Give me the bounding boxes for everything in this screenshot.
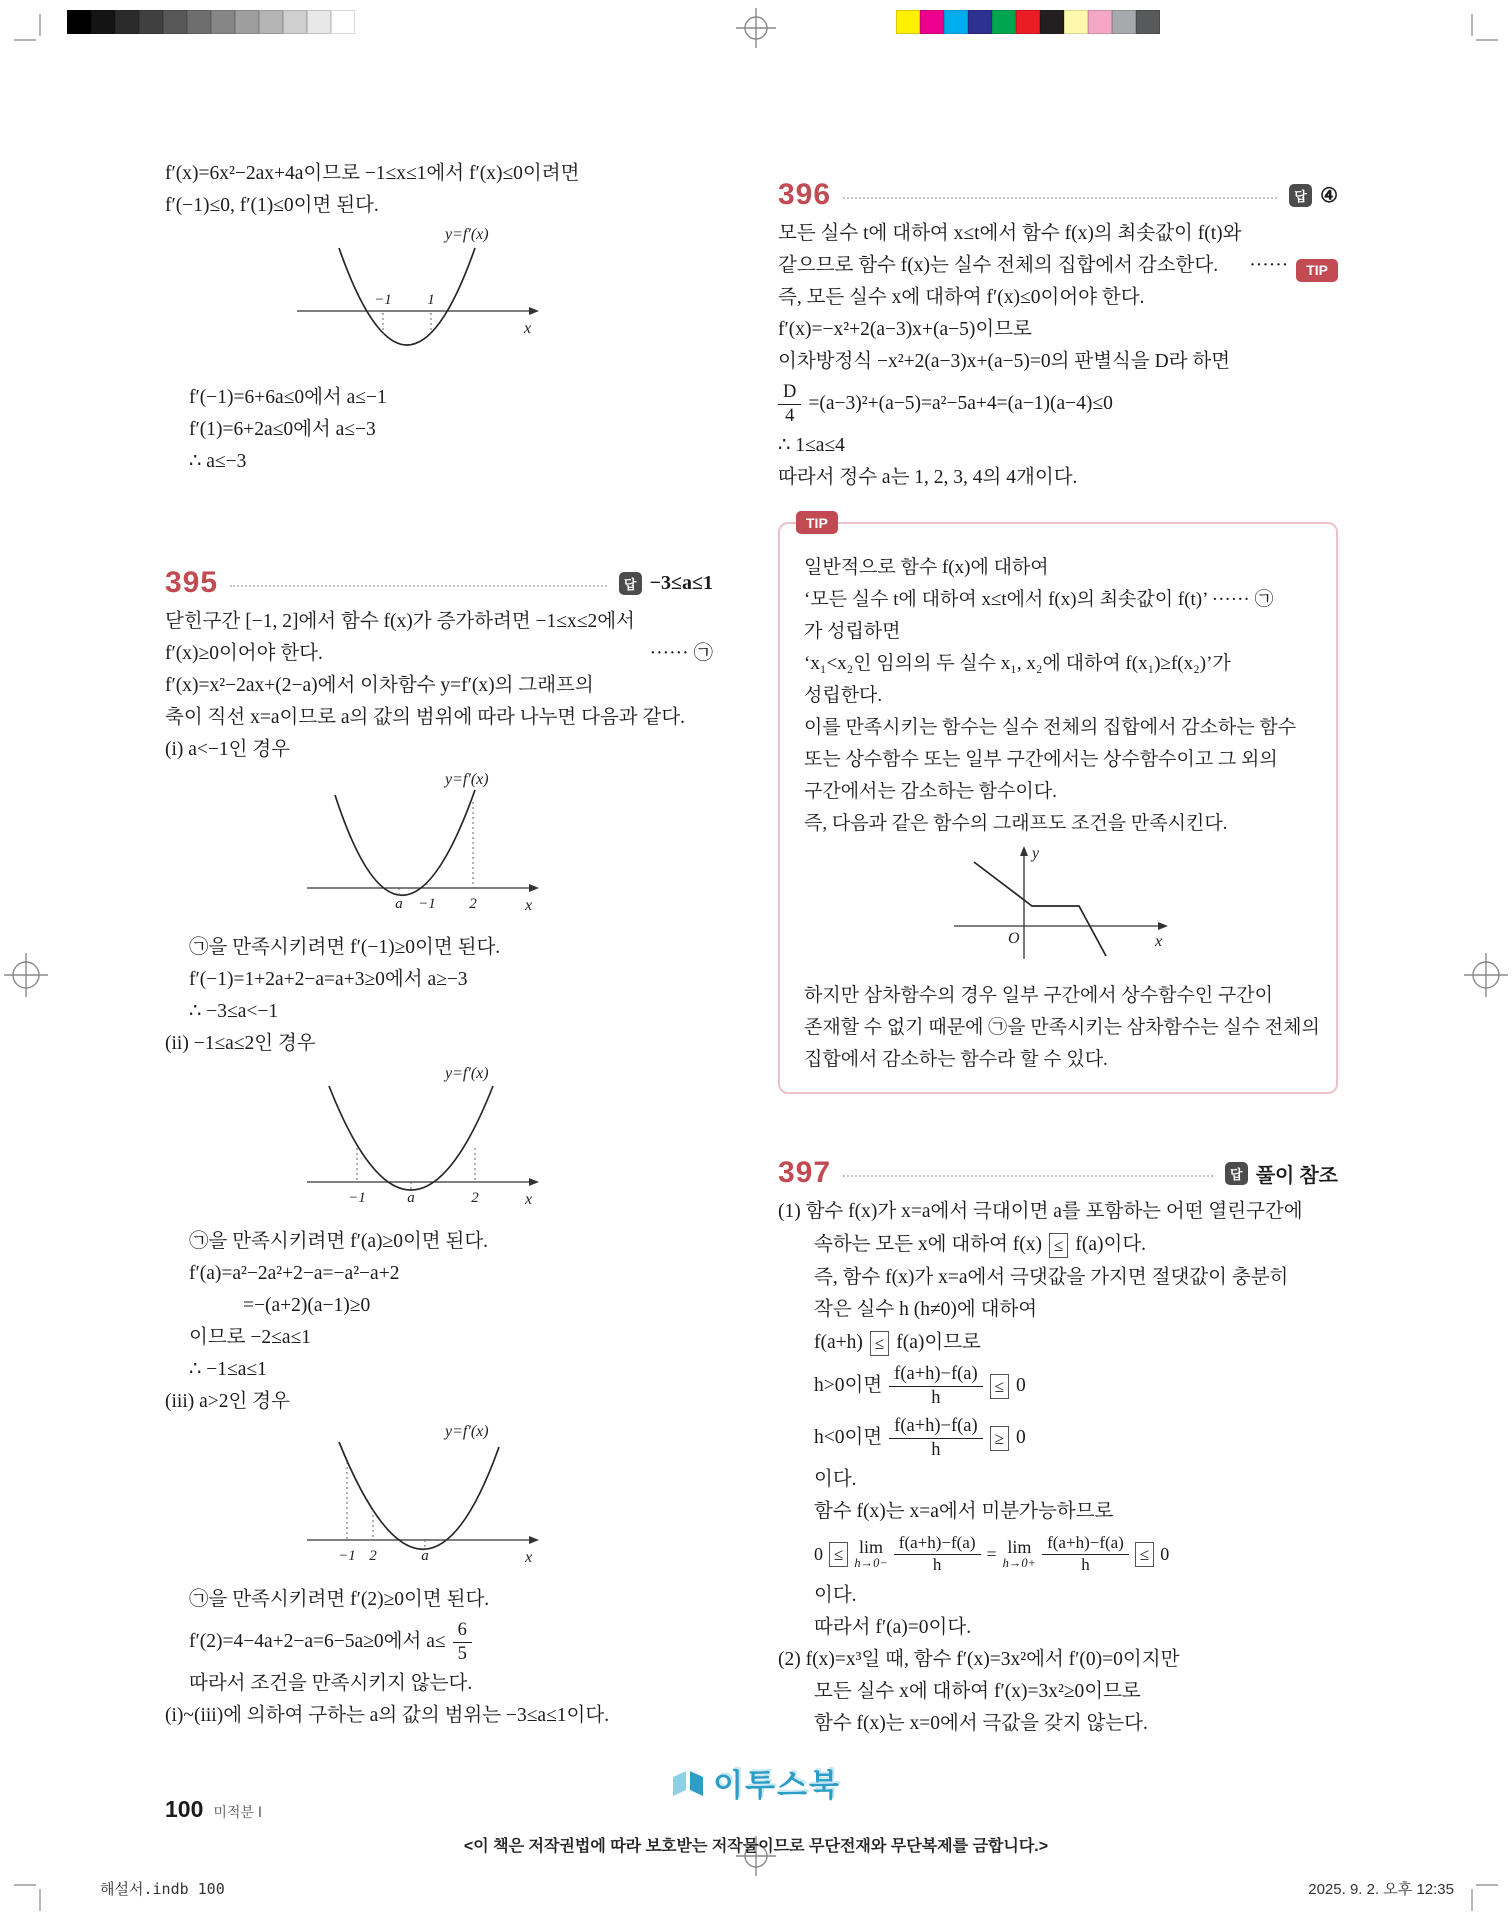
solution-text: f′(2)=4−4a+2−a=6−5a≥0에서 a≤ [189,1631,446,1652]
fraction-denominator: 4 [785,405,795,426]
limit-operator [854,1538,887,1570]
solution-line-with-box [814,1326,1338,1360]
solution-text: h>0이면 [814,1375,883,1396]
solution-line: 이므로 −2≤a≤1 [189,1327,311,1348]
case-title: (iii) a>2인 경우 [165,1391,290,1412]
tip-line: 일반적으로 함수 f(x)에 대하여 [804,557,1049,578]
solution-line: 따라서 정수 a는 1, 2, 3, 4의 4개이다. [778,467,1078,488]
color-calibration-bar [896,10,1160,34]
solution-line: 작은 실수 h (h≠0)에 대하여 [814,1299,1038,1320]
decreasing-step-function-graph [944,844,1312,974]
tip-line: 집합에서 감소하는 함수라 할 수 있다. [804,1049,1108,1070]
fraction [889,1415,983,1460]
difference-quotient-line [814,1412,1338,1464]
solution-line: (i)~(iii)에 의하여 구하는 a의 값의 범위는 −3≤a≤1이다. [165,1705,610,1726]
lim-text: lim [859,1536,884,1557]
case-title: (ii) −1≤a≤2인 경우 [165,1033,316,1054]
tick-label: a [395,896,403,912]
solution-line-with-fraction [189,1616,713,1668]
tick-label: 2 [471,1190,479,1206]
fraction [778,381,801,426]
solution-line: ∴ 1≤a≤4 [778,435,845,456]
x-axis-label: x [1155,933,1163,950]
difference-quotient-line [814,1360,1338,1412]
x-axis-label: x [524,320,532,337]
registration-target-right [1464,953,1508,997]
fraction-numerator: D [778,381,801,404]
solution-text: 0 [1016,1375,1026,1396]
solution-line [165,638,713,670]
solution-line: (1) 함수 f(x)가 x=a에서 극대이면 a를 포함하는 어떤 열린구간에 [778,1201,1303,1222]
solution-line: 따라서 조건을 만족시키지 않는다. [189,1673,473,1694]
solution-line: 닫힌구간 [−1, 2]에서 함수 f(x)가 증가하려면 −1≤x≤2에서 [165,611,635,632]
boxed-inequality: ≤ [829,1542,848,1567]
solution-line: 이차방정식 −x²+2(a−3)x+(a−5)=0의 판별식을 D라 하면 [778,351,1231,372]
tip-line: 성립한다. [804,685,883,706]
registration-target-top [736,8,776,48]
solution-text: h<0이면 [814,1427,883,1448]
solution-line: 함수 f(x)는 x=a에서 미분가능하므로 [814,1501,1114,1522]
tick-label: −1 [348,1190,366,1206]
dotted-leader [843,197,1277,199]
answer-badge-icon: 답 [1225,1162,1248,1185]
tip-line: 가 성립하면 [804,621,901,642]
curve-label: y=f′(x) [445,1423,489,1440]
tip-line: ‘x₁<x₂인 임의의 두 실수 x₁, x₂에 대하여 f(x₁)≥f(x₂)’가 [804,653,1231,674]
solution-text: 0 [1160,1544,1170,1564]
limit-subscript: h→0+ [1002,1555,1037,1570]
problem-395-header [165,560,713,606]
publisher-name: 이투스북 [713,1768,841,1803]
limit-operator [1003,1538,1036,1570]
boxed-inequality: ≤ [1135,1542,1154,1567]
solution-text: f(a)이므로 [896,1332,981,1353]
boxed-inequality: ≤ [990,1374,1009,1399]
tip-box-tab: TIP [796,511,838,534]
solution-line: f′(−1)=6+6a≤0에서 a≤−1 [189,387,387,408]
case-title: (i) a<−1인 경우 [165,739,291,760]
tick-label: −1 [338,1548,356,1564]
solution-line: ∴ a≤−3 [189,451,247,472]
fraction-denominator: h [931,1387,941,1408]
case3-parabola-graph [277,1422,713,1578]
copyright-notice: <이 책은 저작권법에 따라 보호받는 저작물이므로 무단전재와 무단복제를 금합니다.> [463,1838,1049,1855]
limit-equation-line [814,1528,1338,1580]
left-column [165,158,713,1732]
discriminant-line [778,378,1338,430]
solution-line: f′(x)=−x²+2(a−3)x+(a−5)이므로 [778,319,1032,340]
solution-line [778,250,1338,282]
solution-line: ㉠을 만족시키려면 f′(a)≥0이면 된다. [189,1231,489,1252]
tip-reference-badge: TIP [1296,259,1338,282]
solution-text: 속하는 모든 x에 대하여 f(x) [814,1234,1043,1255]
tip-line: 존재할 수 없기 때문에 ㉠을 만족시키는 삼차함수는 실수 전체의 [804,1017,1320,1038]
fraction-numerator: 6 [453,1619,472,1642]
solution-line: f′(a)=a²−2a²+2−a=−a²−a+2 [189,1263,400,1284]
solution-line: 함수 f(x)는 x=0에서 극값을 갖지 않는다. [814,1713,1148,1734]
derivative-parabola-graph-top [277,226,713,376]
problem-397-header [778,1150,1338,1196]
fraction-numerator: f(a+h)−f(a) [889,1415,983,1438]
origin-label: O [1008,930,1020,947]
answer-badge-icon: 답 [1289,184,1312,207]
tick-label: −1 [418,896,436,912]
boxed-inequality: ≥ [990,1426,1009,1451]
problem-number: 397 [778,1156,832,1189]
tip-line: 즉, 다음과 같은 함수의 그래프도 조건을 만족시킨다. [804,813,1228,834]
case1-parabola-graph [277,770,713,926]
solution-line: 이다. [814,1469,857,1490]
solution-line: 즉, 모든 실수 x에 대하여 f′(x)≤0이어야 한다. [778,287,1145,308]
curve-label: y=f′(x) [445,1065,489,1082]
tip-line: 하지만 삼차함수의 경우 일부 구간에서 상수함수인 구간이 [804,985,1273,1006]
fraction-denominator: h [931,1439,941,1460]
solution-line: ∴ −1≤a≤1 [189,1359,267,1380]
solution-text: 같으므로 함수 f(x)는 실수 전체의 집합에서 감소한다. [778,255,1219,276]
solution-line-with-box [814,1228,1338,1262]
solution-text: 0 [1016,1427,1026,1448]
solution-line: =−(a+2)(a−1)≥0 [243,1295,371,1316]
tick-label: 2 [469,896,477,912]
print-file-name: 해설서.indb 100 [100,1880,225,1898]
solution-text: =(a−3)²+(a−5)=a²−5a+4=(a−1)(a−4)≤0 [808,393,1113,414]
tip-line: ‘모든 실수 t에 대하여 x≤t에서 f(x)의 최솟값이 f(t)’ ······ ㉠ [804,589,1274,610]
solution-line: 모든 실수 x에 대하여 f′(x)=3x²≥0이므로 [814,1681,1141,1702]
answer-value: 풀이 참조 [1255,1164,1338,1187]
x-axis-label: x [525,1549,533,1566]
publisher-logo [0,1760,1512,1805]
fraction-denominator: h [932,1554,942,1574]
answer-value: ④ [1320,184,1338,207]
right-column [778,172,1338,1740]
tick-label: 1 [427,292,435,308]
curve-label: y=f′(x) [445,226,489,243]
lim-text: lim [1007,1536,1032,1557]
limit-subscript: h→0− [854,1555,888,1570]
x-axis-label: x [525,897,533,914]
solution-text: f(a+h) [814,1332,863,1353]
registration-target-left [4,953,48,997]
problem-number: 395 [165,566,219,599]
y-axis-label: y [1032,845,1040,862]
tip-line: 구간에서는 감소하는 함수이다. [804,781,1057,802]
fraction-numerator: f(a+h)−f(a) [894,1533,981,1554]
tick-label: 2 [369,1548,377,1564]
fraction-numerator: f(a+h)−f(a) [1042,1533,1129,1554]
x-axis-label: x [525,1191,533,1208]
solution-line: f′(x)=x²−2ax+(2−a)에서 이차함수 y=f′(x)의 그래프의 [165,675,594,696]
subject-label: 미적분 Ⅰ [213,1804,262,1820]
tip-line: 이를 만족시키는 함수는 실수 전체의 집합에서 감소하는 함수 [804,717,1297,738]
solution-text: 0 [814,1544,823,1564]
boxed-inequality: ≤ [870,1331,889,1356]
solution-line: 따라서 f′(a)=0이다. [814,1617,972,1638]
dotted-leader [230,585,607,587]
solution-line: 축이 직선 x=a이므로 a의 값의 범위에 따라 나누면 다음과 같다. [165,707,686,728]
fraction [1042,1533,1129,1575]
tip-box [778,514,1338,1094]
curve-label: y=f′(x) [445,771,489,788]
print-timestamp: 2025. 9. 2. 오후 12:35 [1308,1881,1454,1898]
solution-line: f′(−1)=1+2a+2−a=a+3≥0에서 a≥−3 [189,969,468,990]
solution-text: f(a)이다. [1075,1234,1147,1255]
problem-396-header [778,172,1338,218]
boxed-inequality: ≤ [1049,1233,1068,1258]
solution-line: (2) f(x)=x³일 때, 함수 f′(x)=3x²에서 f′(0)=0이지만 [778,1649,1180,1670]
tick-label: a [421,1548,429,1564]
solution-line: 즉, 함수 f(x)가 x=a에서 극댓값을 가지면 절댓값이 충분히 [814,1267,1289,1288]
tip-line: 또는 상수함수 또는 일부 구간에서는 상수함수이고 그 외의 [804,749,1278,770]
reference-mark: ······ ㉠ [649,643,713,664]
solution-line: 이다. [814,1585,857,1606]
solution-line: ㉠을 만족시키려면 f′(2)≥0이면 된다. [189,1589,490,1610]
solution-line: ㉠을 만족시키려면 f′(−1)≥0이면 된다. [189,937,501,958]
fraction [889,1363,983,1408]
solution-line: f′(x)=6x²−2ax+4a이므로 −1≤x≤1에서 f′(x)≤0이려면 [165,163,580,184]
tick-label: a [407,1190,415,1206]
dotted-leader [843,1175,1213,1177]
case2-parabola-graph [277,1064,713,1220]
fraction-numerator: f(a+h)−f(a) [889,1363,983,1386]
solution-line: f′(1)=6+2a≤0에서 a≤−3 [189,419,376,440]
page-number: 100 [165,1796,204,1822]
fraction-denominator: 5 [457,1643,467,1664]
solution-line: ∴ −3≤a<−1 [189,1001,279,1022]
problem-number: 396 [778,178,832,211]
tick-label: −1 [374,292,392,308]
leader-dots: ······ [1249,255,1289,276]
fraction [453,1619,472,1664]
equals-sign: = [986,1544,997,1564]
solution-text: f′(x)≥0이어야 한다. [165,643,323,664]
book-icon [671,1768,705,1798]
answer-value: −3≤a≤1 [649,571,713,594]
fraction [894,1533,981,1575]
solution-line: f′(−1)≤0, f′(1)≤0이면 된다. [165,195,379,216]
grayscale-calibration-bar [67,10,355,34]
answer-badge-icon: 답 [619,572,642,595]
fraction-denominator: h [1081,1554,1090,1574]
solution-line: 모든 실수 t에 대하여 x≤t에서 함수 f(x)의 최솟값이 f(t)와 [778,223,1242,244]
